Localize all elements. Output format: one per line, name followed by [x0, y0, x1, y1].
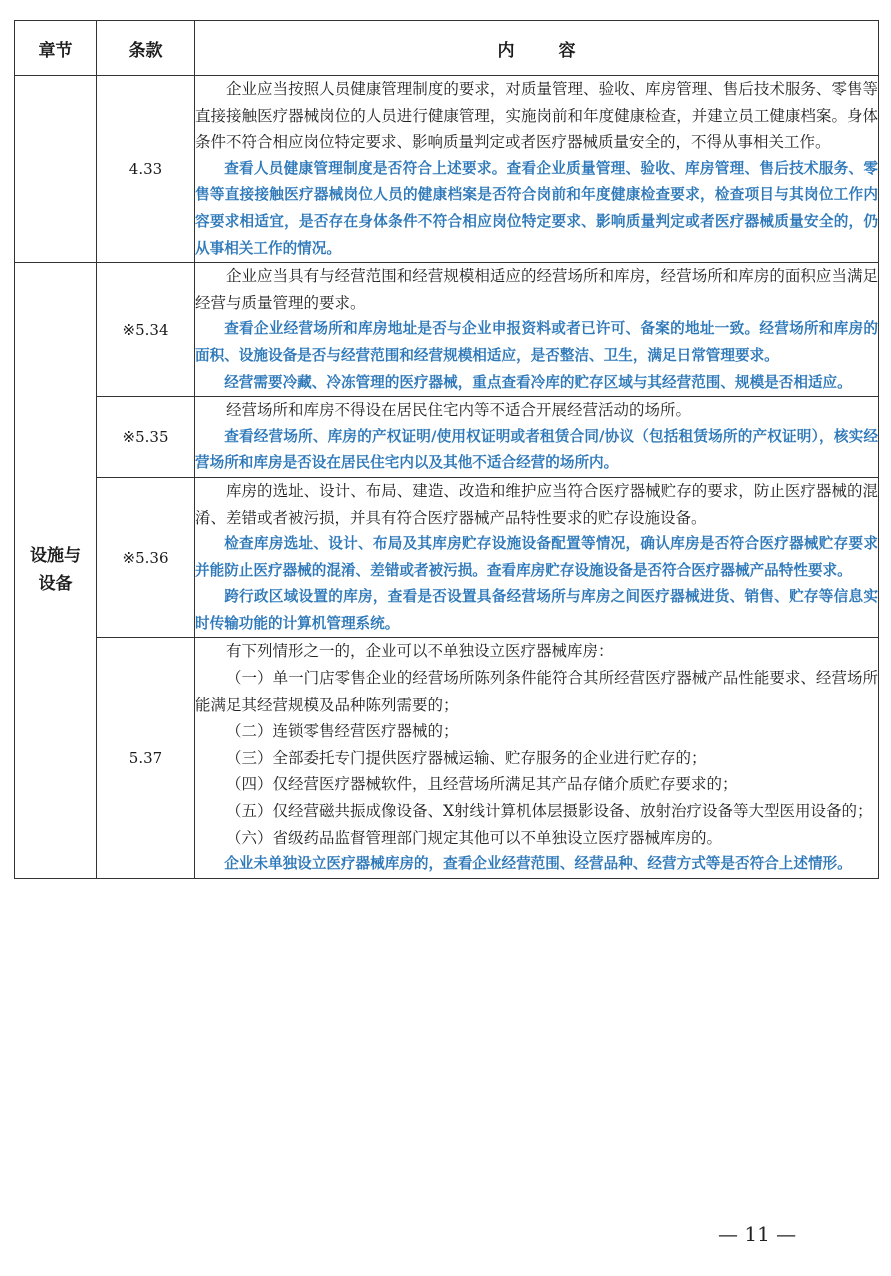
- requirement-item: （一）单一门店零售企业的经营场所陈列条件能符合其所经营医疗器械产品性能要求、经营场所能满足其经营规模及品种陈列需要的；: [195, 669, 878, 714]
- inspection-text: 查看经营场所、库房的产权证明/使用权证明或者租赁合同/协议（包括租赁场所的产权证明），核实经营场所和库房是否设在居民住宅内以及其他不适合经营的场所内。: [195, 427, 878, 472]
- inspection-text: 查看人员健康管理制度是否符合上述要求。查看企业质量管理、验收、库房管理、售后技术服务、零售等直接接触医疗器械岗位人员的健康档案是否符合岗前和年度健康检查要求，检查项目与其岗位工作内容要求相适宜，是否存在身体条件不符合相应岗位特定要求、影响质量判定或者医疗器械质量安全的，仍从事相关工作的情况。: [195, 159, 878, 257]
- clause-content: [195, 638, 879, 878]
- clause-number: ※5.34: [97, 263, 195, 397]
- clause-number: ※5.35: [97, 397, 195, 478]
- requirement-item: （五）仅经营磁共振成像设备、X射线计算机体层摄影设备、放射治疗设备等大型医用设备的；: [226, 802, 873, 821]
- clause-number: 5.37: [97, 638, 195, 878]
- header-content: [195, 21, 879, 76]
- inspection-text: 检查库房选址、设计、布局及其库房贮存设施设备配置等情况，确认库房是否符合医疗器械贮存要求并能防止医疗器械的混淆、差错或者被污损。查看库房贮存设施设备是否符合医疗器械产品特性要求。: [195, 535, 878, 579]
- inspection-text: 经营需要冷藏、冷冻管理的医疗器械，重点查看冷库的贮存区域与其经营范围、规模是否相适应。: [224, 373, 852, 391]
- header-content-char2: 容: [558, 40, 576, 61]
- table-header-row: [15, 21, 879, 76]
- table-row: [15, 263, 879, 397]
- header-chapter: 章节: [15, 21, 97, 76]
- requirement-text: 有下列情形之一的，企业可以不单独设立医疗器械库房：: [226, 642, 614, 661]
- clause-content: [195, 397, 879, 478]
- requirement-item: （三）全部委托专门提供医疗器械运输、贮存服务的企业进行贮存的；: [226, 748, 707, 767]
- chapter-cell: [15, 263, 97, 879]
- table-row: [15, 76, 879, 263]
- requirement-item: （二）连锁零售经营医疗器械的；: [226, 722, 459, 741]
- requirement-item: （六）省级药品监督管理部门规定其他可以不单独设立医疗器械库房的。: [226, 828, 723, 847]
- clause-content: [195, 76, 879, 263]
- requirement-text: 库房的选址、设计、布局、建造、改造和维护应当符合医疗器械贮存的要求，防止医疗器械的混淆、差错或者被污损，并具有符合医疗器械产品特性要求的贮存设施设备。: [195, 481, 878, 527]
- clause-content: [195, 263, 879, 397]
- clause-number: ※5.36: [97, 477, 195, 638]
- table-row: [15, 477, 879, 638]
- requirement-text: 企业应当按照人员健康管理制度的要求，对质量管理、验收、库房管理、售后技术服务、零售等直接接触医疗器械岗位的人员进行健康管理，实施岗前和年度健康检查，并建立员工健康档案。身体条件不符合相应岗位特定要求、影响质量判定或者医疗器械质量安全的，不得从事相关工作。: [195, 80, 878, 152]
- header-content-char1: 内: [497, 40, 515, 61]
- page-number: — 11 —: [718, 1222, 797, 1246]
- inspection-text: 跨行政区域设置的库房，查看是否设置具备经营场所与库房之间医疗器械进货、销售、贮存等信息实时传输功能的计算机管理系统。: [195, 588, 878, 632]
- table-row: [15, 397, 879, 478]
- inspection-text: 企业未单独设立医疗器械库房的，查看企业经营范围、经营品种、经营方式等是否符合上述情形。: [224, 855, 852, 873]
- chapter-cell-empty: [15, 76, 97, 263]
- clause-number: 4.33: [97, 76, 195, 263]
- requirement-item: （四）仅经营医疗器械软件，且经营场所满足其产品存储介质贮存要求的；: [226, 775, 738, 794]
- chapter-label-line2: 设备: [38, 574, 73, 595]
- clause-content: [195, 477, 879, 638]
- regulation-table: [14, 20, 879, 879]
- inspection-text: 查看企业经营场所和库房地址是否与企业申报资料或者已许可、备案的地址一致。经营场所和库房的面积、设施设备是否与经营范围和经营规模相适应，是否整洁、卫生，满足日常管理要求。: [195, 320, 878, 364]
- chapter-label-line1: 设施与: [30, 546, 81, 567]
- header-clause: 条款: [97, 21, 195, 76]
- table-row: [15, 638, 879, 878]
- requirement-text: 企业应当具有与经营范围和经营规模相适应的经营场所和库房，经营场所和库房的面积应当满足经营与质量管理的要求。: [195, 267, 878, 312]
- requirement-text: 经营场所和库房不得设在居民住宅内等不适合开展经营活动的场所。: [226, 401, 692, 420]
